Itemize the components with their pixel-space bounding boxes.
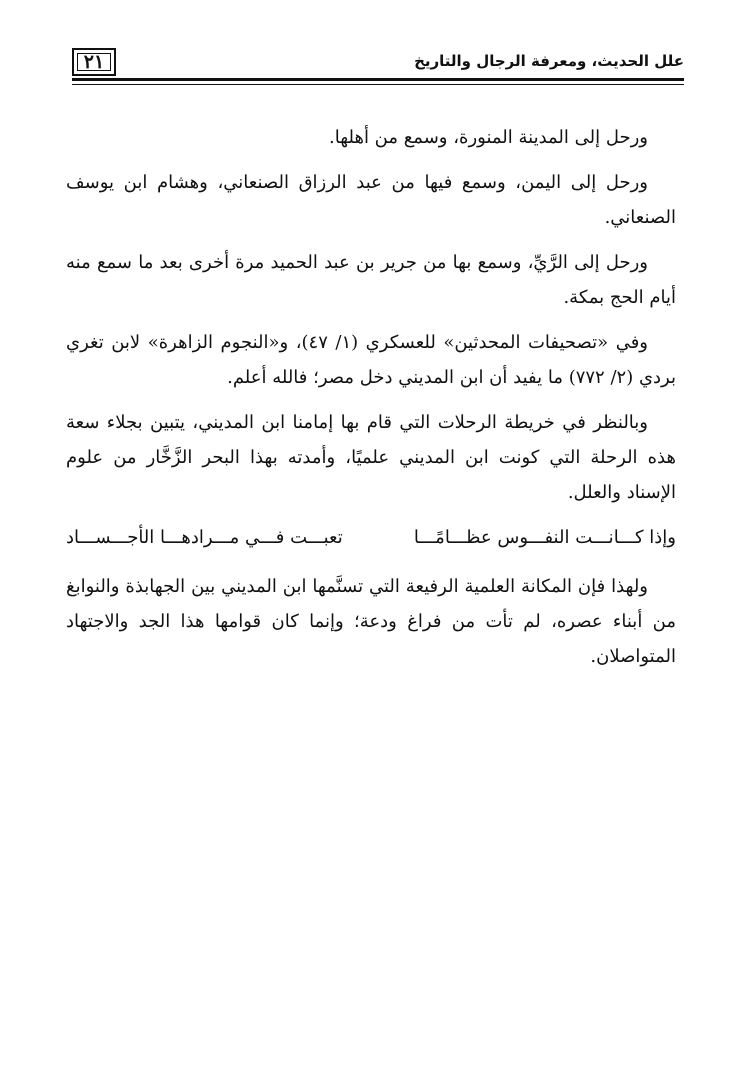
- header-rule-thin: [72, 84, 684, 85]
- verse-second-hemistich: تعبـــت فـــي مـــرادهـــا الأجـــســـاد: [66, 527, 343, 548]
- paragraph-madinah: ورحل إلى المدينة المنورة، وسمع من أهلها.: [328, 127, 648, 148]
- paragraph-egypt: وفي «تصحيفات المحدثين» للعسكري (١/ ٤٧)، و«النجوم الزاهرة» لابن تغري بردي (٢/ ٧٧٢) ما يفيد أن ابن المديني دخل مصر؛ فالله أعلم.: [66, 332, 676, 388]
- running-title: علل الحديث، ومعرفة الرجال والتاريخ: [414, 52, 684, 70]
- poetry-verse: [66, 520, 676, 555]
- paragraph-rayy: ورحل إلى الرَّيِّ، وسمع بها من جرير بن عبد الحميد مرة أخرى بعد ما سمع منه أيام الحج بمكة.: [66, 252, 676, 308]
- header-rule-thick: [72, 78, 684, 81]
- paragraph-closing: ولهذا فإن المكانة العلمية الرفيعة التي تسنَّمها ابن المديني بين الجهابذة والنوابغ من أبناء عصره، لم تأت من فراغ ودعة؛ وإنما كان قوامها هذا الجد والاجتهاد المتواصلان.: [66, 576, 676, 667]
- verse-first-hemistich: وإذا كـــانـــت النفـــوس عظـــامًـــا: [413, 527, 676, 548]
- page-body: [66, 120, 676, 684]
- page-header: [72, 48, 684, 84]
- paragraph-journeys: وبالنظر في خريطة الرحلات التي قام بها إمامنا ابن المديني، يتبين بجلاء سعة هذه الرحلة التي كونت ابن المديني علميًا، وأمدته بهذا البحر الزَّخَّار من علوم الإسناد والعلل.: [66, 412, 676, 503]
- paragraph-yemen: ورحل إلى اليمن، وسمع فيها من عبد الرزاق الصنعاني، وهشام ابن يوسف الصنعاني.: [66, 172, 676, 228]
- page-number: ٢١: [72, 48, 116, 76]
